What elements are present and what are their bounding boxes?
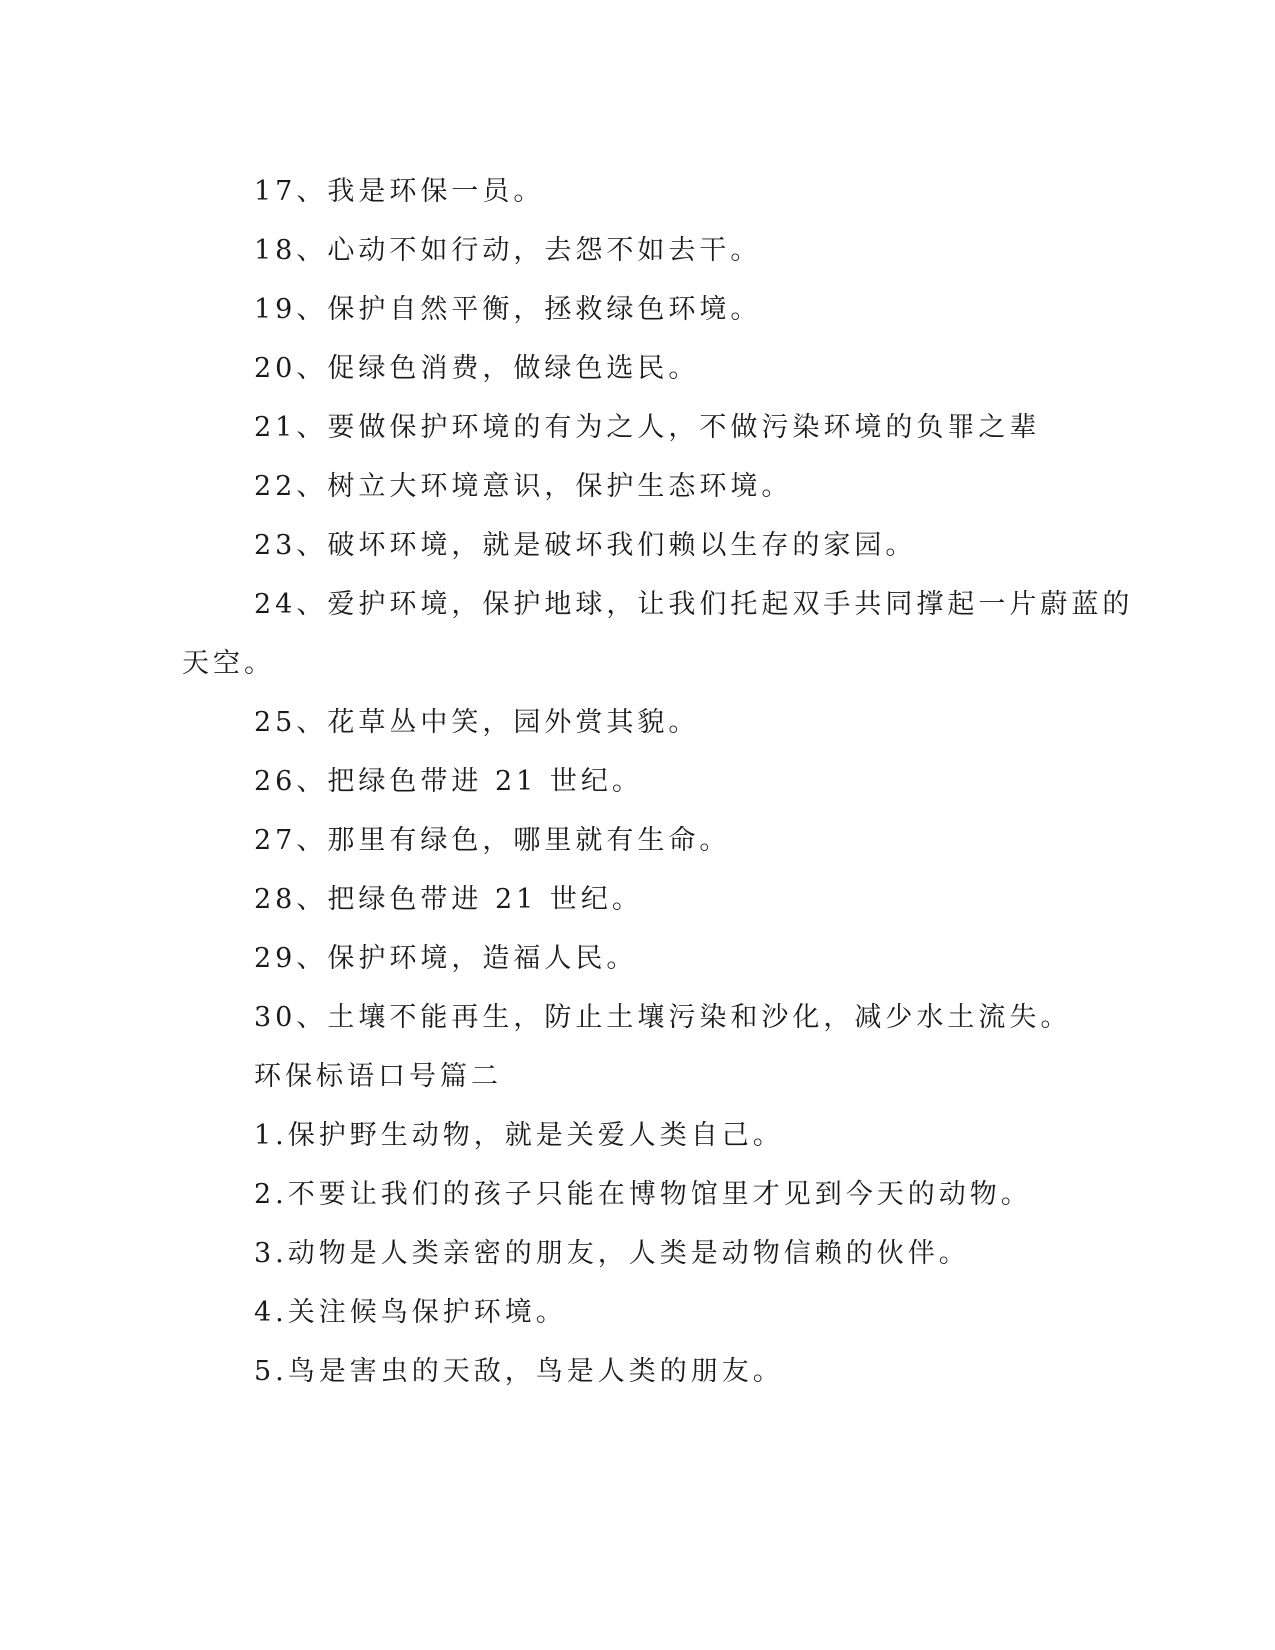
section-item-1: 1.保护野生动物，就是关爱人类自己。 bbox=[254, 1120, 784, 1151]
slogan-line-26: 26、把绿色带进 21 世纪。 bbox=[254, 766, 643, 797]
slogan-line-27: 27、那里有绿色，哪里就有生命。 bbox=[254, 825, 731, 856]
slogan-line-22: 22、树立大环境意识，保护生态环境。 bbox=[254, 471, 793, 502]
document-body bbox=[182, 162, 1134, 1401]
section-item-2: 2.不要让我们的孩子只能在博物馆里才见到今天的动物。 bbox=[254, 1179, 1032, 1210]
slogan-line-29: 29、保护环境，造福人民。 bbox=[254, 943, 638, 974]
section-item-3: 3.动物是人类亲密的朋友，人类是动物信赖的伙伴。 bbox=[254, 1238, 970, 1269]
slogan-line-24: 24、爱护环境，保护地球，让我们托起双手共同撑起一片蔚蓝的 bbox=[254, 589, 1134, 620]
slogan-line-28: 28、把绿色带进 21 世纪。 bbox=[254, 884, 643, 915]
slogan-line-21: 21、要做保护环境的有为之人，不做污染环境的负罪之辈 bbox=[254, 412, 1041, 443]
section-item-5: 5.鸟是害虫的天敌，鸟是人类的朋友。 bbox=[254, 1356, 784, 1387]
slogan-line-25: 25、花草丛中笑，园外赏其貌。 bbox=[254, 707, 700, 738]
slogan-line-18: 18、心动不如行动，去怨不如去干。 bbox=[254, 235, 762, 266]
slogan-line-19: 19、保护自然平衡，拯救绿色环境。 bbox=[254, 294, 762, 325]
section-heading: 环保标语口号篇二 bbox=[254, 1061, 502, 1092]
slogan-line-23: 23、破坏环境，就是破坏我们赖以生存的家园。 bbox=[254, 530, 917, 561]
slogan-line-17: 17、我是环保一员。 bbox=[254, 176, 545, 207]
section-item-4: 4.关注候鸟保护环境。 bbox=[254, 1297, 567, 1328]
slogan-line-24-continued: 天空。 bbox=[182, 648, 275, 679]
slogan-line-20: 20、促绿色消费，做绿色选民。 bbox=[254, 353, 700, 384]
slogan-line-30: 30、土壤不能再生，防止土壤污染和沙化，减少水土流失。 bbox=[254, 1002, 1072, 1033]
